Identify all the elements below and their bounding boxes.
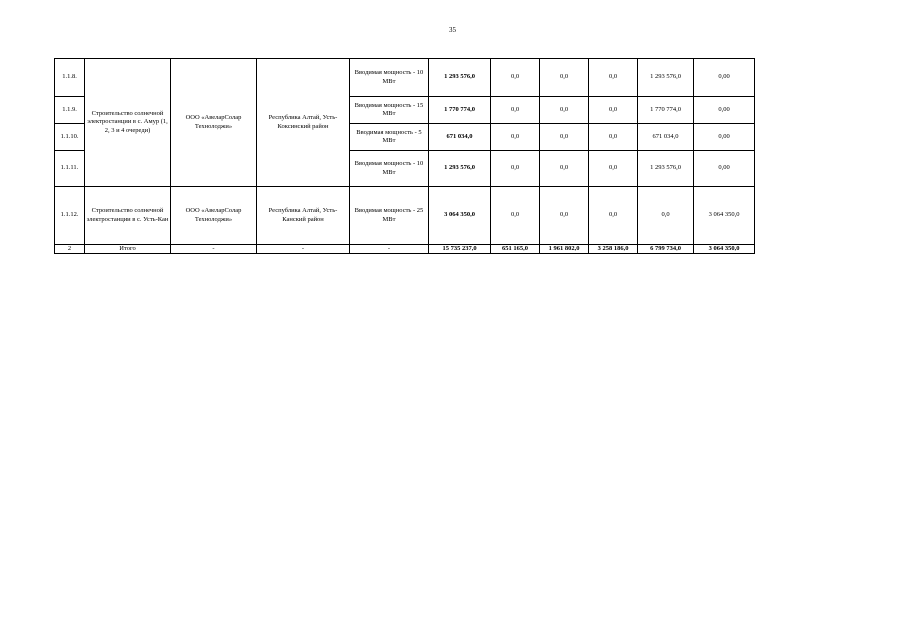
- row-number: 1.1.11.: [55, 151, 85, 187]
- location-cell: Республика Алтай, Усть-Канский район: [257, 187, 350, 245]
- total-cell: 1 770 774,0: [429, 97, 491, 124]
- power-cell: Вводимая мощность - 10 МВт: [350, 151, 429, 187]
- year2-cell: 0,0: [540, 59, 589, 97]
- year5-cell: 3 064 350,0: [694, 187, 755, 245]
- location-cell: -: [257, 245, 350, 254]
- year1-cell: 0,0: [491, 124, 540, 151]
- company-cell: -: [171, 245, 257, 254]
- company-cell: ООО «АвеларСолар Технолоджи»: [171, 59, 257, 187]
- page-number: 35: [449, 26, 456, 34]
- total-cell: 15 735 237,0: [429, 245, 491, 254]
- year2-cell: 0,0: [540, 124, 589, 151]
- year5-cell: 0,00: [694, 59, 755, 97]
- total-row: [55, 245, 755, 254]
- table-row: [55, 187, 755, 245]
- year1-cell: 0,0: [491, 151, 540, 187]
- year1-cell: 651 165,0: [491, 245, 540, 254]
- year2-cell: 0,0: [540, 97, 589, 124]
- year3-cell: 0,0: [589, 151, 638, 187]
- year3-cell: 3 258 186,0: [589, 245, 638, 254]
- year4-cell: 0,0: [638, 187, 694, 245]
- row-number: 1.1.8.: [55, 59, 85, 97]
- row-number: 2: [55, 245, 85, 254]
- year3-cell: 0,0: [589, 124, 638, 151]
- row-number: 1.1.10.: [55, 124, 85, 151]
- year4-cell: 1 293 576,0: [638, 151, 694, 187]
- year2-cell: 0,0: [540, 151, 589, 187]
- year1-cell: 0,0: [491, 59, 540, 97]
- investment-table: [54, 58, 755, 254]
- power-cell: Вводимая мощность - 15 МВт: [350, 97, 429, 124]
- year2-cell: 1 961 802,0: [540, 245, 589, 254]
- year4-cell: 1 293 576,0: [638, 59, 694, 97]
- power-cell: Вводимая мощность - 10 МВт: [350, 59, 429, 97]
- total-cell: 1 293 576,0: [429, 151, 491, 187]
- row-number: 1.1.12.: [55, 187, 85, 245]
- total-label: Итого: [85, 245, 171, 254]
- total-cell: 3 064 350,0: [429, 187, 491, 245]
- location-cell: Республика Алтай, Усть-Коксинский район: [257, 59, 350, 187]
- power-cell: -: [350, 245, 429, 254]
- total-cell: 1 293 576,0: [429, 59, 491, 97]
- project-name-cell: Строительство солнечной электростанции в с. Амур (1, 2, 3 и 4 очереди): [85, 59, 171, 187]
- project-name-cell: Строительство солнечной электростанции в с. Усть-Кан: [85, 187, 171, 245]
- year5-cell: 0,00: [694, 97, 755, 124]
- year4-cell: 1 770 774,0: [638, 97, 694, 124]
- year4-cell: 671 034,0: [638, 124, 694, 151]
- power-cell: Вводимая мощность - 5 МВт: [350, 124, 429, 151]
- year3-cell: 0,0: [589, 59, 638, 97]
- year1-cell: 0,0: [491, 97, 540, 124]
- year1-cell: 0,0: [491, 187, 540, 245]
- year5-cell: 0,00: [694, 151, 755, 187]
- table-row: [55, 59, 755, 97]
- power-cell: Вводимая мощность - 25 МВт: [350, 187, 429, 245]
- year5-cell: 0,00: [694, 124, 755, 151]
- company-cell: ООО «АвеларСолар Технолоджи»: [171, 187, 257, 245]
- year5-cell: 3 064 350,0: [694, 245, 755, 254]
- year3-cell: 0,0: [589, 187, 638, 245]
- year4-cell: 6 799 734,0: [638, 245, 694, 254]
- row-number: 1.1.9.: [55, 97, 85, 124]
- total-cell: 671 034,0: [429, 124, 491, 151]
- year2-cell: 0,0: [540, 187, 589, 245]
- year3-cell: 0,0: [589, 97, 638, 124]
